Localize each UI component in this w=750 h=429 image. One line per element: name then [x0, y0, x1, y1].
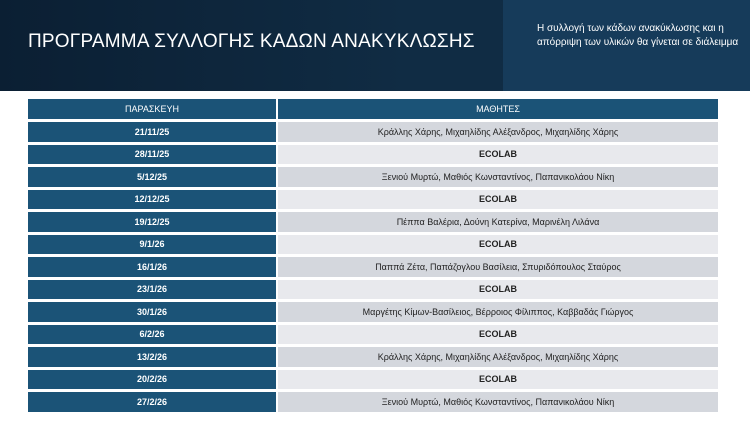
date-cell: 27/2/26 [28, 392, 278, 412]
table-row [28, 280, 718, 300]
table-row [28, 325, 718, 345]
table-row [28, 122, 718, 142]
date-cell: 6/2/26 [28, 325, 278, 345]
date-cell: 5/12/25 [28, 167, 278, 187]
table-row [28, 190, 718, 210]
collection-schedule-table [28, 96, 718, 415]
date-cell: 30/1/26 [28, 302, 278, 322]
date-cell: 13/2/26 [28, 347, 278, 367]
students-cell: Μαργέτης Κίμων-Βασίλειος, Βέρροιος Φίλιππος, Καββαδάς Γιώργος [278, 302, 718, 322]
table-row [28, 145, 718, 165]
date-cell: 12/12/25 [28, 190, 278, 210]
table-row [28, 257, 718, 277]
date-cell: 19/12/25 [28, 212, 278, 232]
date-cell: 23/1/26 [28, 280, 278, 300]
table-row [28, 392, 718, 412]
table-row [28, 212, 718, 232]
students-cell: ECOLAB [278, 235, 718, 255]
date-cell: 20/2/26 [28, 370, 278, 390]
note-text: Η συλλογή των κάδων ανακύκλωσης και η απόρριψη των υλικών θα γίνεται σε διάλειμμα [537, 23, 739, 48]
students-cell: ECOLAB [278, 190, 718, 210]
students-cell: Ξενιού Μυρτώ, Μαθιός Κωνσταντίνος, Παπανικολάου Νίκη [278, 167, 718, 187]
date-cell: 21/11/25 [28, 122, 278, 142]
table-row [28, 347, 718, 367]
students-cell: ECOLAB [278, 370, 718, 390]
table-row [28, 167, 718, 187]
students-cell: ECOLAB [278, 280, 718, 300]
table-row [28, 235, 718, 255]
header-date: ΠΑΡΑΣΚΕΥΗ [28, 99, 278, 119]
students-cell: Ξενιού Μυρτώ, Μαθιός Κωνσταντίνος, Παπανικολάου Νίκη [278, 392, 718, 412]
students-cell: Κράλλης Χάρης, Μιχαηλίδης Αλέξανδρος, Μιχαηλίδης Χάρης [278, 347, 718, 367]
date-cell: 16/1/26 [28, 257, 278, 277]
students-cell: Κράλλης Χάρης, Μιχαηλίδης Αλέξανδρος, Μιχαηλίδης Χάρης [278, 122, 718, 142]
students-cell: Πέππα Βαλέρια, Δούνη Κατερίνα, Μαρινέλη Λιλάνα [278, 212, 718, 232]
table-header-row [28, 99, 718, 119]
students-cell: Παππά Ζέτα, Παπάζογλου Βασίλεια, Σπυριδόπουλος Σταύρος [278, 257, 718, 277]
date-cell: 28/11/25 [28, 145, 278, 165]
page-title: ΠΡΟΓΡΑΜΜΑ ΣΥΛΛΟΓΗΣ ΚΑΔΩΝ ΑΝΑΚΥΚΛΩΣΗΣ [28, 31, 475, 52]
table-body [28, 122, 718, 412]
table-row [28, 302, 718, 322]
date-cell: 9/1/26 [28, 235, 278, 255]
students-cell: ECOLAB [278, 325, 718, 345]
students-cell: ECOLAB [278, 145, 718, 165]
note-panel [503, 0, 750, 91]
table-row [28, 370, 718, 390]
header-students: ΜΑΘΗΤΕΣ [278, 99, 718, 119]
